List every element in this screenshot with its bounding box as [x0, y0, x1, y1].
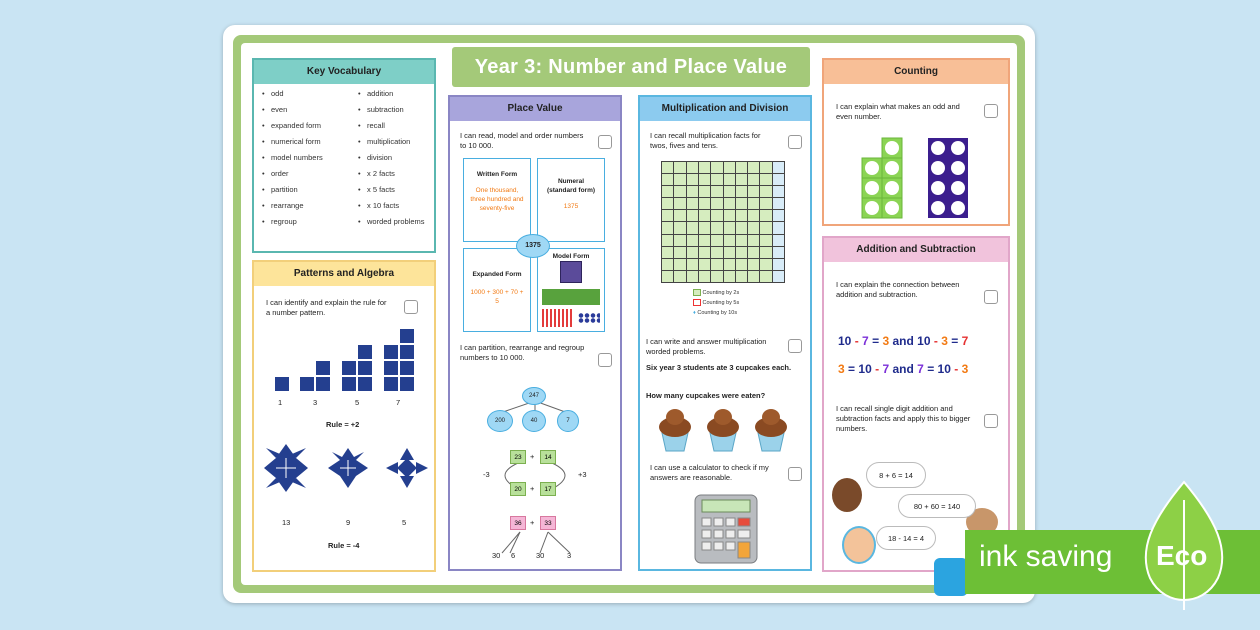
grid-cell [711, 222, 722, 233]
grid-cell [760, 271, 771, 282]
counting-checkbox[interactable] [984, 104, 998, 118]
grid-cell [687, 222, 698, 233]
place-value-checkbox-1[interactable] [598, 135, 612, 149]
grid-cell [699, 210, 710, 221]
grid-cell [748, 235, 759, 246]
star-pattern [262, 440, 432, 512]
grid-cell [711, 162, 722, 173]
mult-problem: Six year 3 students ate 3 cupcakes each. [646, 363, 792, 372]
addsub-heading: Addition and Subtraction [824, 238, 1008, 262]
vocab-heading: Key Vocabulary [254, 60, 434, 84]
add-box: 14 [540, 450, 556, 464]
grid-cell [699, 198, 710, 209]
vocab-item: • odd [262, 90, 323, 106]
grid-cell [674, 198, 685, 209]
grid-cell [687, 174, 698, 185]
grid-cell [711, 259, 722, 270]
legend-item: Counting by 10s [697, 310, 738, 316]
cupcake-icon [707, 409, 739, 451]
fact-family-1: 10 - 7 = 3 and 10 - 3 = 7 [838, 334, 969, 348]
grid-cell [724, 210, 735, 221]
grid-cell [711, 198, 722, 209]
place-value-statement-2: I can partition, rearrange and regroup numbers to 10 000. [460, 343, 585, 362]
grid-cell [699, 186, 710, 197]
split-box: 33 [540, 516, 556, 530]
page-title: Year 3: Number and Place Value [452, 47, 810, 87]
avatar [830, 476, 864, 514]
grid-cell [748, 162, 759, 173]
avatar [842, 526, 876, 564]
grid-cell [760, 198, 771, 209]
grid-cell [662, 222, 673, 233]
expanded-form-label: Expanded Form [472, 271, 522, 278]
legend-item: Counting by 5s [702, 300, 740, 306]
grid-cell [674, 186, 685, 197]
grid-cell [687, 259, 698, 270]
speech-bubble: 8 + 6 = 14 [866, 462, 926, 488]
patterns-heading: Patterns and Algebra [254, 262, 434, 286]
grid-cell [699, 259, 710, 270]
model-form-label: Model Form [552, 253, 590, 260]
vocab-item: • order [262, 170, 323, 186]
grid-cell [724, 259, 735, 270]
grid-cell [674, 222, 685, 233]
grid-cell [773, 174, 784, 185]
hundred-square [661, 161, 785, 283]
regroup-minus: -3 [483, 470, 490, 479]
star-square [397, 458, 417, 478]
add-box: 17 [540, 482, 556, 496]
grid-cell [711, 271, 722, 282]
split-part: 6 [511, 551, 516, 560]
grid-cell [674, 210, 685, 221]
grid-cell [662, 174, 673, 185]
vocab-item: • even [262, 106, 323, 122]
pattern-label: 3 [313, 398, 318, 407]
cupcake-icon [659, 409, 691, 451]
vocab-item: • x 5 facts [358, 186, 425, 202]
grid-cell [760, 247, 771, 258]
numeral-value: 1375 [563, 203, 579, 210]
mult-statement-2: I can write and answer multiplication worded problems. [646, 337, 767, 356]
pattern-label: 7 [396, 398, 401, 407]
pattern-rule: Rule = +2 [326, 420, 360, 429]
mult-checkbox-2[interactable] [788, 339, 802, 353]
vocab-item: • x 10 facts [358, 202, 425, 218]
grid-cell [736, 198, 747, 209]
grid-cell [662, 259, 673, 270]
pattern-label: 5 [355, 398, 360, 407]
mult-question: How many cupcakes were eaten? [646, 391, 766, 400]
grid-cell [736, 186, 747, 197]
place-value-statement-1: I can read, model and order numbers to 10 000. [460, 131, 584, 150]
place-value-checkbox-2[interactable] [598, 353, 612, 367]
grid-cell [760, 235, 771, 246]
grid-cell [662, 235, 673, 246]
grid-cell [736, 247, 747, 258]
split-part: 3 [567, 551, 572, 560]
tree-node: 40 [522, 410, 546, 432]
grid-cell [760, 174, 771, 185]
vocab-item: • regroup [262, 218, 323, 234]
split-box: 36 [510, 516, 526, 530]
thousand-cube [560, 261, 582, 283]
addsub-checkbox-2[interactable] [984, 414, 998, 428]
grid-cell [736, 162, 747, 173]
numeral-box [537, 158, 605, 242]
grid-cell [748, 222, 759, 233]
grid-cell [760, 259, 771, 270]
speech-bubble: 80 + 60 = 140 [898, 494, 976, 518]
regroup-plus: +3 [578, 470, 587, 479]
grid-cell [748, 174, 759, 185]
grid-cell [711, 174, 722, 185]
tree-top: 247 [522, 387, 546, 405]
grid-cell [687, 235, 698, 246]
vocab-list-1 [262, 90, 323, 234]
ones-units [578, 313, 600, 323]
tens-rods [542, 309, 572, 327]
grid-cell [699, 271, 710, 282]
grid-cell [736, 271, 747, 282]
grid-cell [662, 271, 673, 282]
vocab-item: • numerical form [262, 138, 323, 154]
grid-cell [674, 162, 685, 173]
vocab-panel [252, 58, 436, 253]
vocab-item: • multiplication [358, 138, 425, 154]
numeral-label: Numeral (standard form) [546, 178, 596, 194]
place-value-heading: Place Value [450, 97, 620, 121]
grid-cell [760, 186, 771, 197]
legend-item: Counting by 2s [702, 290, 740, 296]
center-number: 1375 [516, 234, 550, 258]
grid-cell [687, 247, 698, 258]
add-box: 20 [510, 482, 526, 496]
grid-cell [699, 222, 710, 233]
written-form-box [463, 158, 531, 242]
grid-cell [773, 247, 784, 258]
grid-cell [748, 247, 759, 258]
grid-cell [773, 222, 784, 233]
vocab-item: • worded problems [358, 218, 425, 234]
grid-cell [687, 162, 698, 173]
grid-cell [674, 271, 685, 282]
odd-even-dots [860, 136, 972, 220]
vocab-item: • recall [358, 122, 425, 138]
expanded-form-box [463, 248, 531, 332]
vocab-item: • subtraction [358, 106, 425, 122]
grid-cell [699, 235, 710, 246]
speech-bubble: 18 - 14 = 4 [876, 526, 936, 550]
written-form-value: One thousand, three hundred and seventy-five [470, 187, 524, 212]
split-part: 30 [536, 551, 545, 560]
addsub-statement-2: I can recall single digit addition and subtraction facts and apply this to bigger numbers. [836, 404, 971, 433]
vocab-item: • partition [262, 186, 323, 202]
grid-cell [748, 186, 759, 197]
grid-cell [773, 162, 784, 173]
grid-cell [724, 222, 735, 233]
grid-cell [687, 186, 698, 197]
grid-cell [748, 198, 759, 209]
mult-statement-3: I can use a calculator to check if my answers are reasonable. [650, 463, 769, 482]
model-form-box [537, 248, 605, 332]
addsub-statement-1: I can explain the connection between addition and subtraction. [836, 280, 960, 299]
pattern-label: 5 [402, 518, 407, 527]
grid-cell [773, 186, 784, 197]
grid-cell [687, 210, 698, 221]
grid-cell [724, 247, 735, 258]
vocab-item: • expanded form [262, 122, 323, 138]
hundreds-flats [542, 289, 600, 305]
grid-cell [773, 259, 784, 270]
twinkl-logo [934, 558, 968, 596]
grid-cell [662, 162, 673, 173]
grid-cell [699, 247, 710, 258]
patterns-panel [252, 260, 436, 572]
mult-checkbox-3[interactable] [788, 467, 802, 481]
grid-cell [711, 247, 722, 258]
mult-checkbox-1[interactable] [788, 135, 802, 149]
grid-cell [748, 271, 759, 282]
grid-cell [674, 259, 685, 270]
tree-node: 7 [557, 410, 579, 432]
grid-cell [736, 235, 747, 246]
counting-heading: Counting [824, 60, 1008, 84]
grid-cell [773, 235, 784, 246]
grid-cell [760, 210, 771, 221]
eco-label: Eco [1156, 540, 1208, 571]
vocab-list-2 [358, 90, 425, 234]
grid-cell [724, 235, 735, 246]
grid-cell [760, 222, 771, 233]
patterns-statement: I can identify and explain the rule for a number pattern. [266, 298, 387, 317]
grid-cell [724, 271, 735, 282]
grid-cell [674, 235, 685, 246]
grid-cell [748, 210, 759, 221]
pattern-label: 13 [282, 518, 291, 527]
pattern-label: 1 [278, 398, 283, 407]
multiplication-heading: Multiplication and Division [640, 97, 810, 121]
grid-cell [736, 222, 747, 233]
fact-family-2: 3 = 10 - 7 and 7 = 10 - 3 [838, 362, 969, 376]
pattern-label: 9 [346, 518, 351, 527]
split-part: 30 [492, 551, 501, 560]
grid-legend: Counting by 2s Counting by 5s ♦ Counting by 10s [693, 290, 740, 316]
grid-cell [724, 198, 735, 209]
counting-statement: I can explain what makes an odd and even number. [836, 102, 960, 121]
written-form-label: Written Form [476, 171, 518, 178]
expanded-form-value: 1000 + 300 + 70 + 5 [470, 289, 524, 305]
grid-cell [662, 210, 673, 221]
grid-cell [736, 259, 747, 270]
grid-cell [711, 186, 722, 197]
vocab-item: • model numbers [262, 154, 323, 170]
grid-cell [687, 198, 698, 209]
grid-cell [773, 198, 784, 209]
grid-cell [687, 271, 698, 282]
grid-cell [724, 162, 735, 173]
grid-cell [674, 174, 685, 185]
grid-cell [699, 162, 710, 173]
ink-saving-text: ink saving [979, 540, 1113, 573]
grid-cell [773, 210, 784, 221]
grid-cell [760, 162, 771, 173]
grid-cell [711, 210, 722, 221]
vocab-item: • addition [358, 90, 425, 106]
cupcake-icon [755, 409, 787, 451]
vocab-item: • rearrange [262, 202, 323, 218]
grid-cell [724, 186, 735, 197]
grid-cell [662, 186, 673, 197]
grid-cell [773, 271, 784, 282]
grid-cell [711, 235, 722, 246]
addsub-checkbox-1[interactable] [984, 290, 998, 304]
grid-cell [724, 174, 735, 185]
cupcakes [658, 405, 792, 455]
pattern-rule: Rule = -4 [328, 541, 360, 550]
mult-statement-1: I can recall multiplication facts for twos, fives and tens. [650, 131, 761, 150]
calculator-icon [694, 494, 758, 564]
grid-cell [662, 247, 673, 258]
grid-cell [662, 198, 673, 209]
grid-cell [699, 174, 710, 185]
grid-cell [736, 210, 747, 221]
vocab-item: • division [358, 154, 425, 170]
grid-cell [674, 247, 685, 258]
patterns-checkbox[interactable] [404, 300, 418, 314]
tree-node: 200 [487, 410, 513, 432]
grid-cell [736, 174, 747, 185]
grid-cell [748, 259, 759, 270]
vocab-item: • x 2 facts [358, 170, 425, 186]
add-box: 23 [510, 450, 526, 464]
